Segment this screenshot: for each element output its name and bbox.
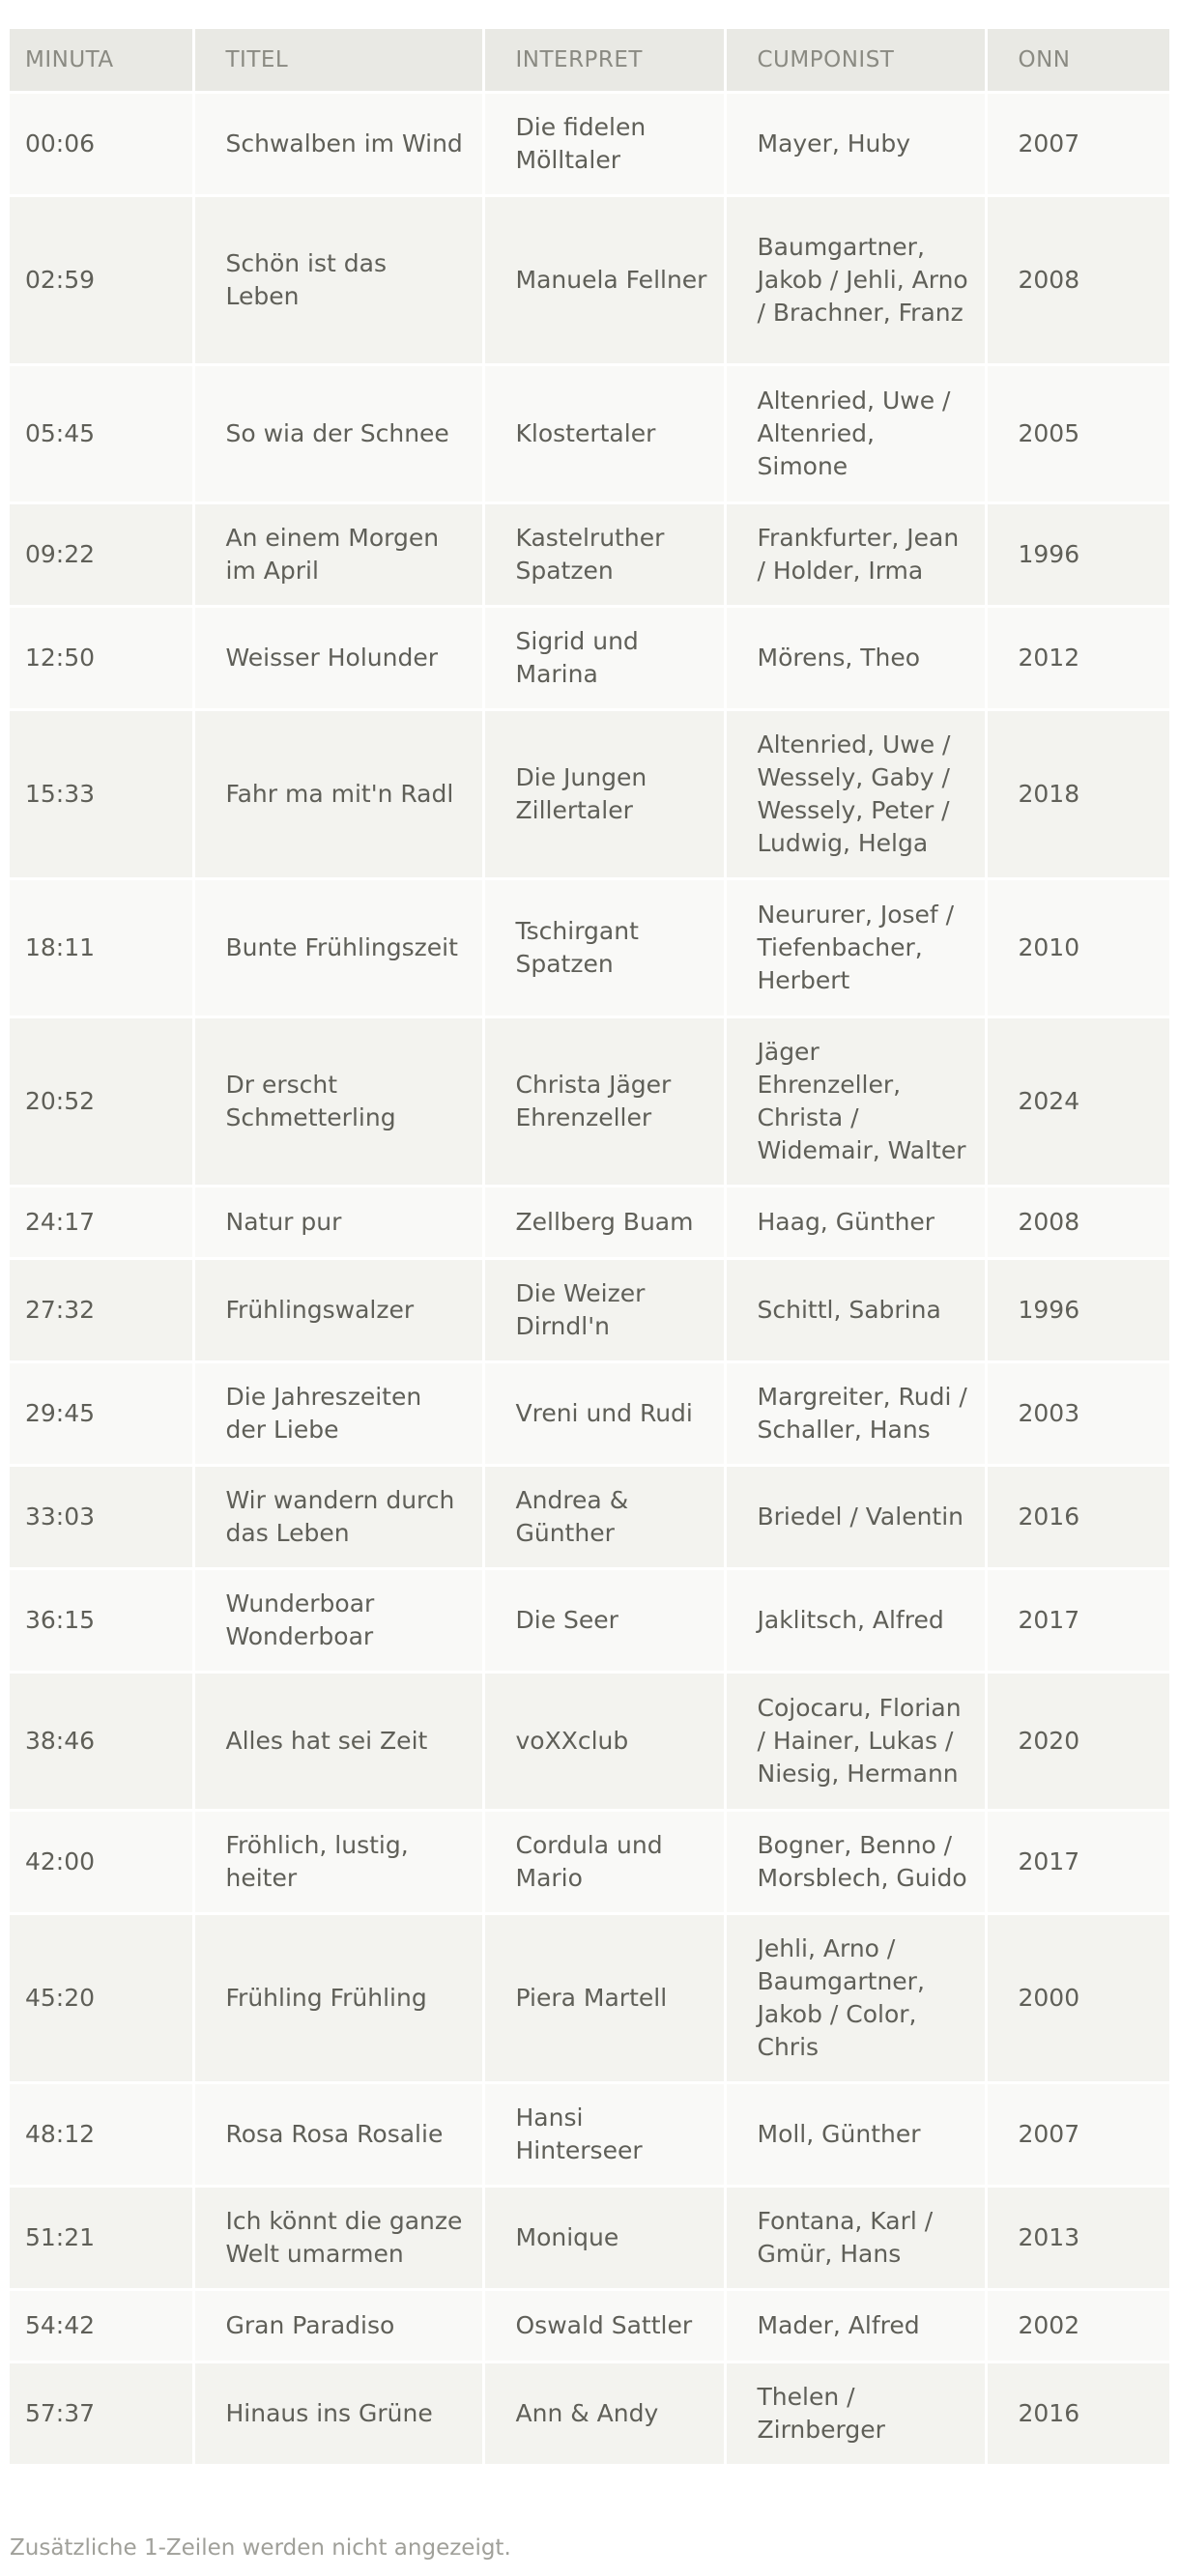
cell-time: 09:22 — [10, 503, 193, 607]
table-row — [10, 879, 1169, 1017]
header-year: ONN — [986, 29, 1169, 93]
cell-title: Die Jahreszeiten der Liebe — [193, 1362, 483, 1466]
cell-year: 2002 — [986, 2290, 1169, 2362]
table-row — [10, 2187, 1169, 2290]
cell-year: 1996 — [986, 503, 1169, 607]
cell-title: An einem Morgen im April — [193, 503, 483, 607]
cell-artist: Sigrid und Marina — [483, 607, 725, 710]
cell-time: 36:15 — [10, 1569, 193, 1673]
cell-composer: Fontana, Karl / Gmür, Hans — [725, 2187, 986, 2290]
cell-time: 18:11 — [10, 879, 193, 1017]
cell-title: Frühlingswalzer — [193, 1259, 483, 1362]
cell-artist: Die Seer — [483, 1569, 725, 1673]
cell-time: 42:00 — [10, 1811, 193, 1914]
cell-title: Hinaus ins Grüne — [193, 2362, 483, 2466]
cell-title: Weisser Holunder — [193, 607, 483, 710]
table-row — [10, 365, 1169, 503]
cell-time: 33:03 — [10, 1466, 193, 1569]
footnote: Zusätzliche 1-Zeilen werden nicht angezeigt. — [10, 2535, 511, 2561]
header-composer: CUMPONIST — [725, 29, 986, 93]
table-row — [10, 93, 1169, 196]
table-row — [10, 2290, 1169, 2362]
table-row — [10, 1259, 1169, 1362]
table-row — [10, 607, 1169, 710]
cell-composer: Mörens, Theo — [725, 607, 986, 710]
table-row — [10, 1569, 1169, 1673]
cell-title: Alles hat sei Zeit — [193, 1673, 483, 1811]
table-row — [10, 1187, 1169, 1259]
cell-composer: Thelen / Zirnberger — [725, 2362, 986, 2466]
cell-year: 2008 — [986, 196, 1169, 365]
table-row — [10, 1811, 1169, 1914]
cell-title: Rosa Rosa Rosalie — [193, 2083, 483, 2187]
table-row — [10, 1466, 1169, 1569]
cell-title: Wunderboar Wonderboar — [193, 1569, 483, 1673]
cell-year: 2016 — [986, 1466, 1169, 1569]
header-title: TITEL — [193, 29, 483, 93]
cell-composer: Jaklitsch, Alfred — [725, 1569, 986, 1673]
cell-composer: Mader, Alfred — [725, 2290, 986, 2362]
cell-year: 2010 — [986, 879, 1169, 1017]
cell-composer: Bogner, Benno / Morsblech, Guido — [725, 1811, 986, 1914]
cell-composer: Altenried, Uwe / Altenried, Simone — [725, 365, 986, 503]
cell-composer: Baumgartner, Jakob / Jehli, Arno / Brachner, Franz — [725, 196, 986, 365]
table-row — [10, 1673, 1169, 1811]
cell-time: 27:32 — [10, 1259, 193, 1362]
cell-composer: Mayer, Huby — [725, 93, 986, 196]
cell-artist: Manuela Fellner — [483, 196, 725, 365]
cell-composer: Neururer, Josef / Tiefenbacher, Herbert — [725, 879, 986, 1017]
cell-artist: Tschirgant Spatzen — [483, 879, 725, 1017]
cell-time: 29:45 — [10, 1362, 193, 1466]
cell-year: 2008 — [986, 1187, 1169, 1259]
cell-composer: Schittl, Sabrina — [725, 1259, 986, 1362]
cell-artist: Die Weizer Dirndl'n — [483, 1259, 725, 1362]
cell-year: 2017 — [986, 1569, 1169, 1673]
cell-title: So wia der Schnee — [193, 365, 483, 503]
cell-title: Natur pur — [193, 1187, 483, 1259]
cell-artist: Kastelruther Spatzen — [483, 503, 725, 607]
cell-artist: Zellberg Buam — [483, 1187, 725, 1259]
cell-artist: Andrea & Günther — [483, 1466, 725, 1569]
cell-year: 2005 — [986, 365, 1169, 503]
cell-composer: Frankfurter, Jean / Holder, Irma — [725, 503, 986, 607]
cell-composer: Jäger Ehrenzeller, Christa / Widemair, Walter — [725, 1017, 986, 1187]
cell-artist: Monique — [483, 2187, 725, 2290]
table-row — [10, 503, 1169, 607]
cell-time: 05:45 — [10, 365, 193, 503]
cell-time: 20:52 — [10, 1017, 193, 1187]
cell-composer: Haag, Günther — [725, 1187, 986, 1259]
cell-title: Gran Paradiso — [193, 2290, 483, 2362]
cell-year: 2024 — [986, 1017, 1169, 1187]
cell-title: Wir wandern durch das Leben — [193, 1466, 483, 1569]
table-row — [10, 2083, 1169, 2187]
cell-title: Bunte Frühlingszeit — [193, 879, 483, 1017]
cell-time: 24:17 — [10, 1187, 193, 1259]
table-row — [10, 710, 1169, 879]
table-row — [10, 1017, 1169, 1187]
cell-time: 12:50 — [10, 607, 193, 710]
cell-artist: Oswald Sattler — [483, 2290, 725, 2362]
table-row — [10, 1914, 1169, 2083]
playlist-table — [10, 29, 1169, 2467]
cell-time: 15:33 — [10, 710, 193, 879]
cell-year: 2016 — [986, 2362, 1169, 2466]
cell-composer: Moll, Günther — [725, 2083, 986, 2187]
cell-time: 00:06 — [10, 93, 193, 196]
cell-year: 2018 — [986, 710, 1169, 879]
cell-time: 02:59 — [10, 196, 193, 365]
cell-title: Frühling Frühling — [193, 1914, 483, 2083]
cell-year: 2007 — [986, 2083, 1169, 2187]
cell-artist: Die Jungen Zillertaler — [483, 710, 725, 879]
cell-year: 2000 — [986, 1914, 1169, 2083]
cell-artist: Hansi Hinterseer — [483, 2083, 725, 2187]
table-header — [10, 29, 1169, 93]
table-row — [10, 2362, 1169, 2466]
cell-composer: Briedel / Valentin — [725, 1466, 986, 1569]
cell-title: Fröhlich, lustig, heiter — [193, 1811, 483, 1914]
cell-composer: Margreiter, Rudi / Schaller, Hans — [725, 1362, 986, 1466]
cell-year: 2007 — [986, 93, 1169, 196]
cell-title: Schwalben im Wind — [193, 93, 483, 196]
cell-artist: Vreni und Rudi — [483, 1362, 725, 1466]
cell-artist: Ann & Andy — [483, 2362, 725, 2466]
cell-time: 48:12 — [10, 2083, 193, 2187]
cell-time: 38:46 — [10, 1673, 193, 1811]
cell-composer: Cojocaru, Florian / Hainer, Lukas / Niesig, Hermann — [725, 1673, 986, 1811]
cell-composer: Jehli, Arno / Baumgartner, Jakob / Color, Chris — [725, 1914, 986, 2083]
cell-artist: Christa Jäger Ehrenzeller — [483, 1017, 725, 1187]
cell-year: 2012 — [986, 607, 1169, 710]
cell-title: Dr erscht Schmetterling — [193, 1017, 483, 1187]
cell-artist: voXXclub — [483, 1673, 725, 1811]
cell-year: 1996 — [986, 1259, 1169, 1362]
cell-time: 54:42 — [10, 2290, 193, 2362]
cell-year: 2017 — [986, 1811, 1169, 1914]
cell-artist: Klostertaler — [483, 365, 725, 503]
cell-composer: Altenried, Uwe / Wessely, Gaby / Wessely, Peter / Ludwig, Helga — [725, 710, 986, 879]
table-row — [10, 196, 1169, 365]
playlist-table-container — [10, 29, 1169, 2467]
cell-year: 2013 — [986, 2187, 1169, 2290]
cell-title: Ich könnt die ganze Welt umarmen — [193, 2187, 483, 2290]
cell-year: 2003 — [986, 1362, 1169, 1466]
cell-title: Schön ist das Leben — [193, 196, 483, 365]
cell-artist: Die fidelen Mölltaler — [483, 93, 725, 196]
cell-title: Fahr ma mit'n Radl — [193, 710, 483, 879]
cell-time: 51:21 — [10, 2187, 193, 2290]
cell-artist: Piera Martell — [483, 1914, 725, 2083]
header-artist: INTERPRET — [483, 29, 725, 93]
cell-time: 45:20 — [10, 1914, 193, 2083]
cell-year: 2020 — [986, 1673, 1169, 1811]
header-minute: MINUTA — [10, 29, 193, 93]
cell-artist: Cordula und Mario — [483, 1811, 725, 1914]
cell-time: 57:37 — [10, 2362, 193, 2466]
table-row — [10, 1362, 1169, 1466]
